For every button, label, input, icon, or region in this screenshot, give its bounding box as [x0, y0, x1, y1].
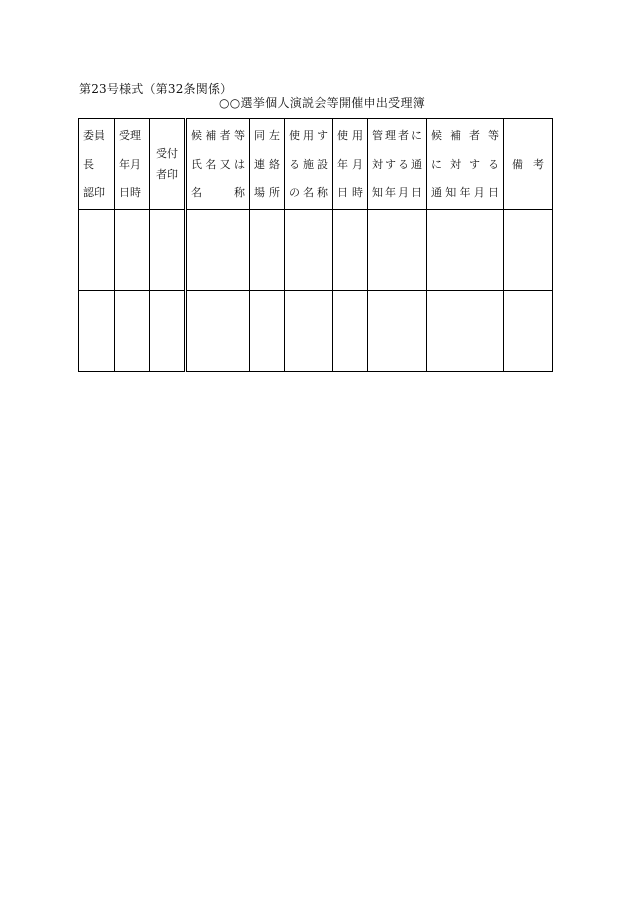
column-header-contact-location: [250, 119, 285, 210]
header-line: に対する: [431, 157, 499, 171]
header-line: 者印: [156, 168, 178, 181]
header-line: 年月: [337, 157, 363, 171]
header-line: 連絡: [254, 157, 280, 171]
header-line: 備考: [512, 157, 544, 171]
header-line: 同左: [254, 129, 280, 142]
table-cell: [427, 210, 504, 291]
table-cell: [368, 210, 427, 291]
table-cell: [186, 210, 250, 291]
header-line: 日時: [337, 186, 363, 199]
register-table: [78, 118, 553, 372]
header-line: 場所: [254, 186, 280, 199]
header-line: 受理: [119, 129, 141, 142]
form-number: 第23号様式（第32条関係）: [79, 82, 233, 96]
column-header-received-datetime: [115, 119, 150, 210]
header-line: 候補者等: [191, 129, 245, 142]
page-title: ○○選挙個人演説会等開催申出受理簿: [219, 96, 426, 110]
table-cell: [79, 291, 115, 372]
table-cell: [427, 291, 504, 372]
header-line: 使用: [337, 129, 363, 142]
table-cell: [79, 210, 115, 291]
header-line: 候補者等: [431, 129, 499, 142]
header-line: 対する通: [372, 157, 422, 171]
header-line: 知年月日: [372, 186, 422, 199]
header-line: る施設: [289, 157, 328, 171]
table-body: [79, 210, 553, 372]
header-line: 管理者に: [372, 129, 422, 142]
column-header-committee-chair-seal: [79, 119, 115, 210]
table-cell: [333, 210, 368, 291]
column-header-manager-notice-date: [368, 119, 427, 210]
header-line: 受付: [156, 147, 178, 160]
column-header-facility-name: [285, 119, 333, 210]
table-cell: [368, 291, 427, 372]
header-row: [79, 119, 553, 210]
header-line: 氏名又は: [191, 157, 245, 171]
header-line: 委員: [83, 129, 105, 142]
column-header-remarks: [504, 119, 553, 210]
table-row: [79, 291, 553, 372]
table-cell: [250, 291, 285, 372]
header-line: 使用す: [289, 129, 328, 142]
table-cell: [333, 291, 368, 372]
table-cell: [186, 291, 250, 372]
table-cell: [115, 291, 150, 372]
table-cell: [150, 210, 186, 291]
column-header-usage-datetime: [333, 119, 368, 210]
header-line: 長: [83, 157, 94, 171]
column-header-candidate-notice-date: [427, 119, 504, 210]
table-cell: [285, 210, 333, 291]
table-cell: [115, 210, 150, 291]
header-line: 日時: [119, 186, 141, 199]
header-line: 名 称: [191, 186, 245, 199]
header-line: の名称: [289, 186, 328, 199]
column-header-candidate-name: [186, 119, 250, 210]
header-line: 通知年月日: [431, 186, 499, 199]
table-cell: [285, 291, 333, 372]
table-row: [79, 210, 553, 291]
table-cell: [504, 210, 553, 291]
header-line: 認印: [83, 186, 105, 199]
table-cell: [250, 210, 285, 291]
table-cell: [504, 291, 553, 372]
column-header-receiver-seal: [150, 119, 186, 210]
header-line: 年月: [119, 157, 141, 171]
table-cell: [150, 291, 186, 372]
